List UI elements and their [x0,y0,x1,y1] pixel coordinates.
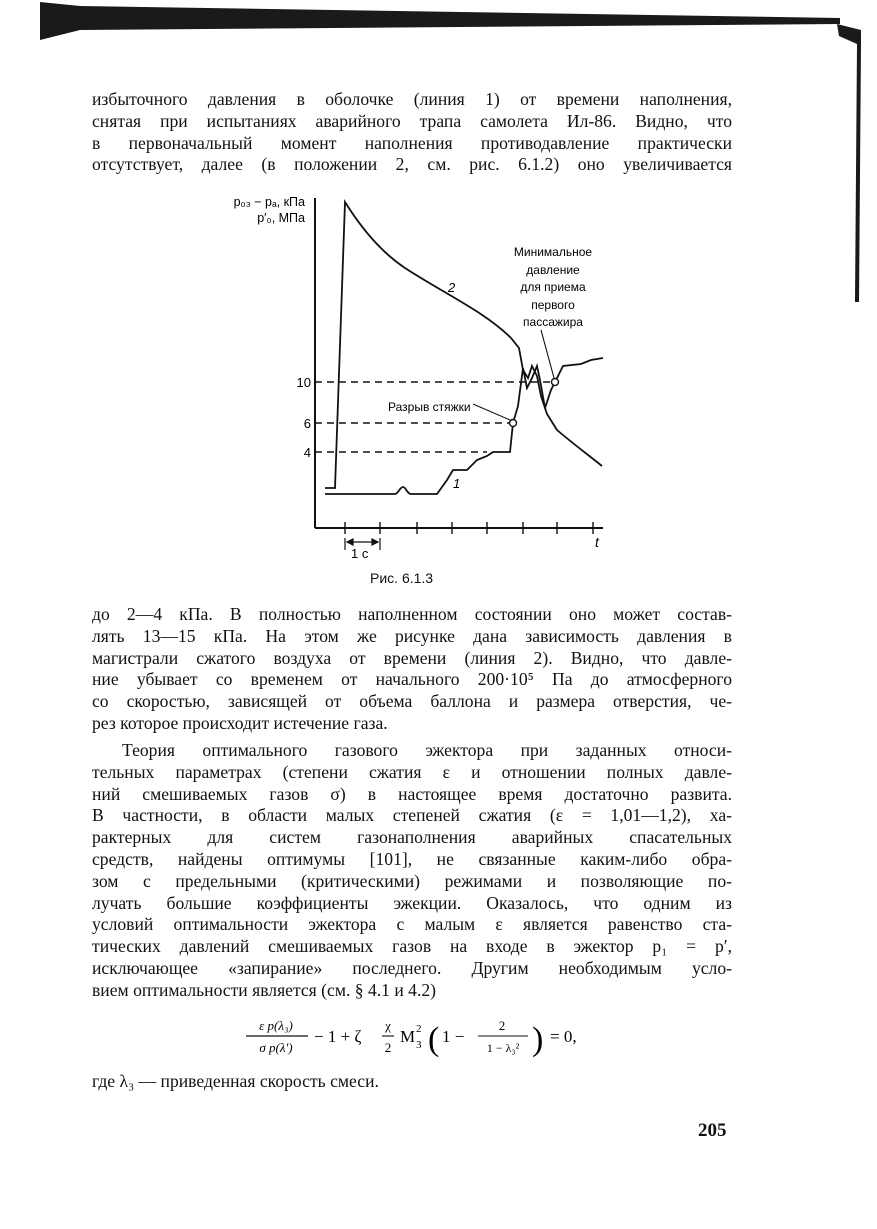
page-number: 205 [698,1120,727,1141]
annotation-min-pressure-line2: давление [526,263,580,277]
text-line: отсутствует, далее (в положении 2, см. рис. 6.1.2) оно увеличивается [92,154,732,175]
scan-edge-right [835,22,865,302]
text-line: зом с предельными (критическими) режимами и позволяющие по- [92,870,732,891]
formula-paren-close: ) [532,1021,544,1058]
text-line: ний смешиваемых газов σ) в настоящее время достаточно развита. [92,783,732,804]
text-line: тических давлений смешиваемых газов на входе в эжектор p₁ = p′, [92,936,732,957]
marker-break [510,420,517,427]
series-label-2: 2 [448,280,456,295]
formula-frac2-num: χ [385,1018,391,1033]
figure-reference-lines [315,382,553,452]
formula [240,1010,600,1066]
scan-edge-top [40,0,840,44]
formula-middle: − 1 + ζ [314,1027,362,1046]
text-line: в первоначальный момент наполнения противодавление практически [92,132,732,153]
text-line: до 2—4 кПа. В полностью наполненном состоянии оно может состав- [92,604,732,624]
formula-frac2-den: 2 [384,1040,392,1055]
figure-6-1-3 [205,190,625,590]
text-line: условий оптимальности эжектора с малым ε является равенство ста- [92,914,732,935]
series-line-1 [325,358,603,494]
annotation-break: Разрыв стяжки [388,400,471,414]
text-line: лучать большие коэффициенты эжекции. Оказалось, что одним из [92,892,732,913]
text-line: Теория оптимального газового эжектора при заданных относи- [122,740,732,760]
series-label-1: 1 [453,476,461,491]
marker-min-pressure [552,379,559,386]
annotation-break-leader [473,404,510,420]
text-line: В частности, в области малых степеней сжатия (ε = 1,01—1,2), ха- [92,805,732,826]
paragraph-where [92,1071,732,1093]
figure-time-scale-label: 1 с [351,546,369,561]
text-line: исключающее «запирание» последнего. Другим необходимым усло- [92,957,732,978]
formula-mach-sub: 3 [416,1039,422,1051]
figure-ytick-6: 6 [303,416,311,431]
formula-mach-sup: 2 [416,1023,422,1035]
formula-tail: = 0, [550,1027,577,1046]
formula-mach: M [400,1027,416,1046]
paragraph-top [92,89,732,176]
annotation-min-pressure-line3: для приема [520,280,586,294]
formula-frac3-den: 1 − λ₃² [486,1041,520,1055]
formula-one-minus: 1 − [442,1027,465,1046]
text-line: ние убывает со временем от начального 200·10⁵ Па до атмосферного [92,669,732,690]
formula-paren-open: ( [428,1021,440,1058]
text-line: средств, найдены оптимумы [101], не связанные каким-либо обра- [92,848,732,869]
annotation-min-pressure-line4: первого [531,298,575,312]
text-line: лять 13—15 кПа. На этом же рисунке дана зависимость давления в [92,625,732,646]
text-line: где λ₃ — приведенная скорость смеси. [92,1071,379,1091]
paragraph-mid [92,604,732,735]
figure-ytick-4: 4 [303,445,311,460]
text-line: тельных параметрах (степени сжатия ε и отношении полных давле- [92,761,732,782]
formula-frac3-num: 2 [498,1018,506,1033]
figure-ylabel-line2: p′₀, МПа [257,211,305,225]
text-line: избыточного давления в оболочке (линия 1) от времени наполнения, [92,89,732,109]
figure-caption: Рис. 6.1.3 [370,570,434,586]
text-line: снятая при испытаниях аварийного трапа самолета Ил-86. Видно, что [92,110,732,131]
text-line: со скоростью, зависящей от объема баллона и размера отверстия, че- [92,691,732,712]
formula-frac1-den: σ p(λ′) [259,1040,293,1055]
annotation-min-pressure-leader [541,330,554,378]
text-line: вием оптимальности является (см. § 4.1 и 4.2) [92,979,437,1000]
text-line: магистрали сжатого воздуха от времени (линия 2). Видно, что давле- [92,647,732,668]
figure-xlabel: t [595,534,599,550]
text-line: рез которое происходит истечение газа. [92,712,388,733]
figure-ytick-10: 10 [296,375,311,390]
formula-frac1-num: ε p(λ₃) [259,1018,293,1033]
paragraph-theory [92,740,732,1002]
annotation-min-pressure-line5: пассажира [523,315,583,329]
figure-ylabel-line1: p₀₃ − pₐ, кПа [233,195,305,209]
annotation-min-pressure-line1: Минимальное [513,245,593,259]
text-line: рактерных для систем газонаполнения аварийных спасательных [92,827,732,848]
